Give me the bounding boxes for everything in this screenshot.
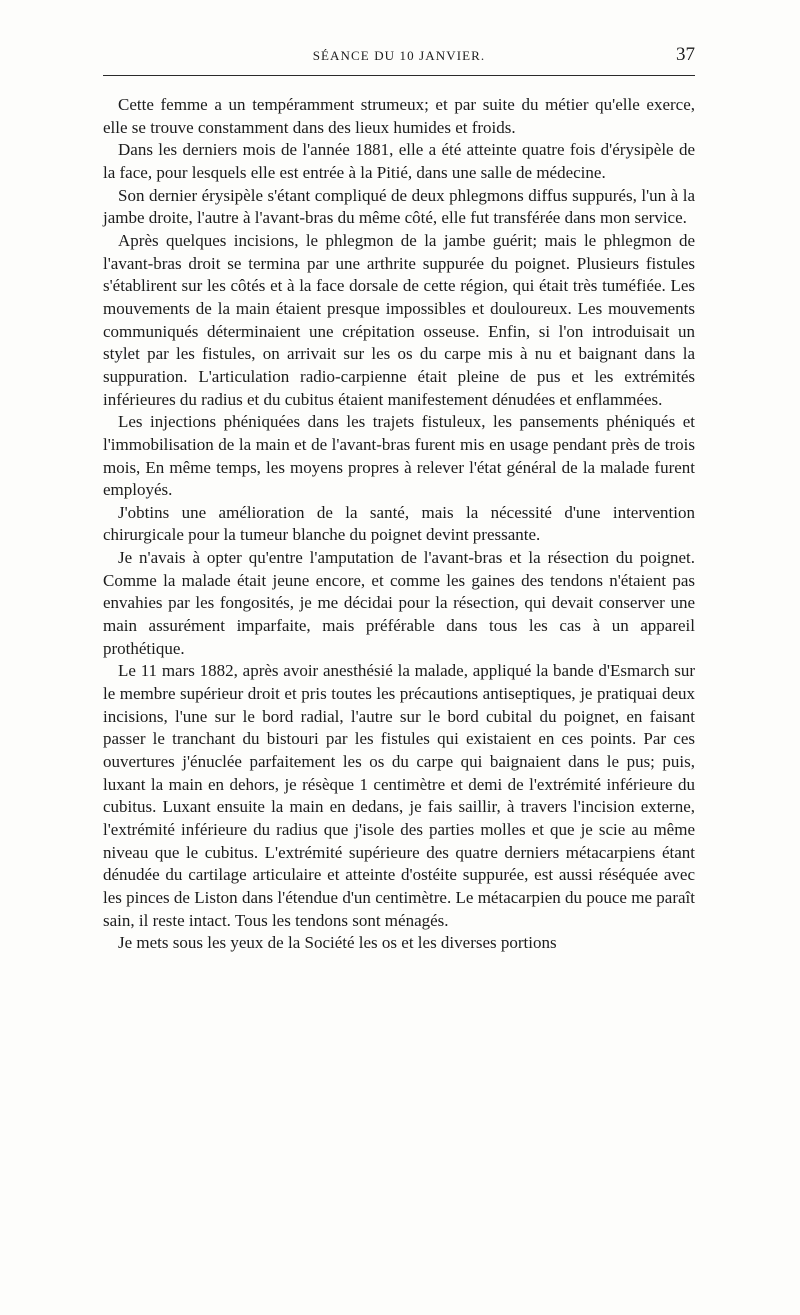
paragraph: Le 11 mars 1882, après avoir anesthésié la malade, appliqué la bande d'Esmarch sur le membre supérieur droit et pris toutes les précautions antiseptiques, je pratiquai deux incisions, l'une sur le bord radial, l'autre sur le bord cubital du poignet, en faisant passer le tranchant du bistouri par les fistules qui existaient en ces points. Par ces ouvertures j'énuclée parfaitement les os du carpe qui baignaient dans le pus; puis, luxant la main en dehors, je résèque 1 centimètre et demi de l'extrémité inférieure du cubitus. Luxant ensuite la main en dedans, je fais saillir, à travers l'incision externe, l'extrémité inférieure du radius que j'isole des parties molles et que je scie au même niveau que le cubitus. L'extrémité supérieure des quatre derniers métacarpiens étant dénudée du cartilage articulaire et atteinte d'ostéite suppurée, est aussi réséquée avec les pinces de Liston dans l'étendue d'un centimètre. Le métacarpien du pouce me paraît sain, il reste intact. Tous les tendons sont ménagés. [103,661,695,930]
paragraph: Je n'avais à opter qu'entre l'amputation de l'avant-bras et la résection du poignet. Comme la malade était jeune encore, et comme les gaines des tendons n'étaient pas envahies par les fongosités, je me décidai pour la résection, qui devait conserver une main assurément imparfaite, mais préférable dans tous les cas à un appareil prothétique. [103,548,695,658]
paragraph: Cette femme a un tempéramment strumeux; et par suite du métier qu'elle exerce, elle se trouve constamment dans des lieux humides et froids. [103,95,695,137]
paragraph: Après quelques incisions, le phlegmon de la jambe guérit; mais le phlegmon de l'avant-bras droit se termina par une arthrite suppurée du poignet. Plusieurs fistules s'établirent sur les côtés et à la face dorsale de cette région, qui était très tuméfiée. Les mouvements de la main étaient presque impossibles et douloureux. Les mouvements communiqués déterminaient une crépitation osseuse. Enfin, si l'on introduisait un stylet par les fistules, on arrivait sur les os du carpe mis à nu et baignant dans la suppuration. L'articulation radio-carpienne était pleine de pus et les extrémités inférieures du radius et du cubitus étaient manifestement dénudées et enflammées. [103,230,695,409]
header-rule [103,75,695,76]
page-header [103,44,695,70]
paragraph: Les injections phéniquées dans les trajets fistuleux, les pansements phéniqués et l'immobilisation de la main et de l'avant-bras furent mis en usage pendant près de trois mois, En même temps, les moyens propres à relever l'état général de la malade furent employés. [103,412,695,500]
paragraph: Son dernier érysipèle s'étant compliqué de deux phlegmons diffus suppurés, l'un à la jambe droite, l'autre à l'avant-bras du même côté, elle fut transférée dans mon service. [103,185,695,228]
paragraph: Dans les derniers mois de l'année 1881, elle a été atteinte quatre fois d'érysipèle de la face, pour lesquels elle est entrée à la Pitié, dans une salle de médecine. [103,140,695,182]
body-text [103,94,695,955]
running-head: SÉANCE DU 10 JANVIER. [312,48,486,63]
paragraph: J'obtins une amélioration de la santé, mais la nécessité d'une intervention chirurgicale pour la tumeur blanche du poignet devint pressante. [103,502,695,545]
paragraph: Je mets sous les yeux de la Société les os et les diverses portions [118,933,557,953]
page-number: 37 [676,44,695,65]
